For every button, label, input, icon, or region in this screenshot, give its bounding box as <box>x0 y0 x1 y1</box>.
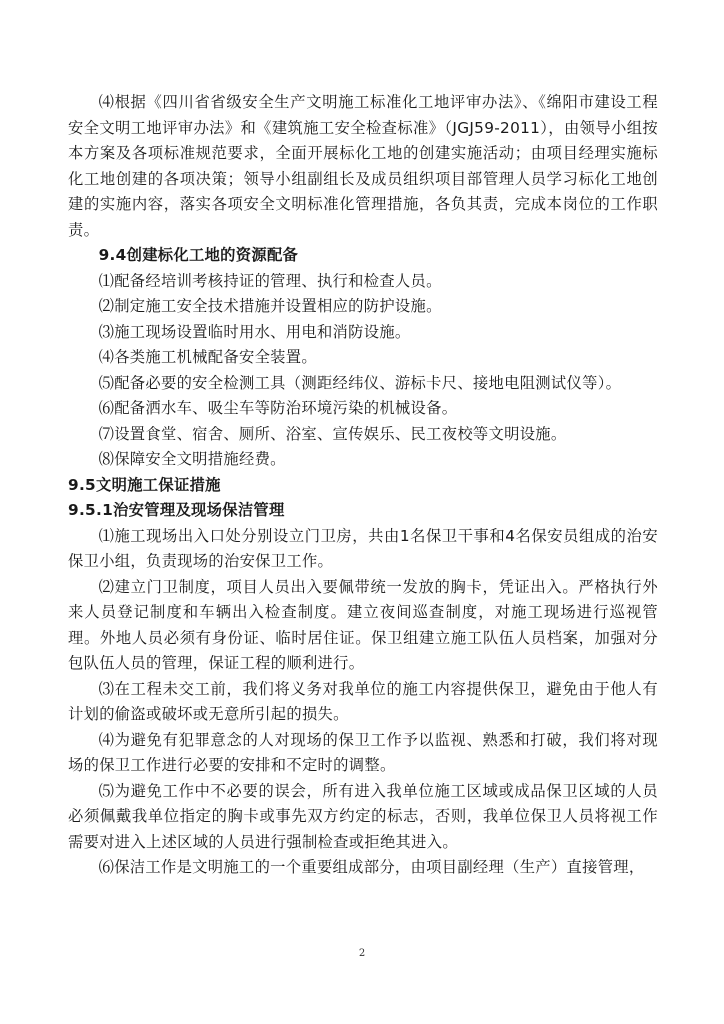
measure-paragraph: ⑹保洁工作是文明施工的一个重要组成部分，由项目副经理（生产）直接管理， <box>98 858 645 876</box>
section-9-5-heading: 9.5文明施工保证措施 <box>68 475 221 494</box>
page-content <box>68 90 658 881</box>
resource-item: ⑸配备必要的安全检测工具（测距经纬仪、游标卡尺、接地电阻测试仪等）。 <box>98 373 622 392</box>
subsection-9-5-1-heading: 9.5.1治安管理及现场保洁管理 <box>68 501 285 519</box>
resource-item: ⑻保障安全文明措施经费。 <box>98 450 286 468</box>
measure-paragraph: ⑶在工程未交工前，我们将义务对我单位的施工内容提供保卫，避免由于他人有计划的偷盗或破坏或无意所引起的损失。 <box>68 679 658 723</box>
measure-paragraph: ⑵建立门卫制度，项目人员出入要佩带统一发放的胸卡，凭证出入。严格执行外来人员登记制度和车辆出入检查制度。建立夜间巡查制度，对施工现场进行巡视管理。外地人员必须有身份证、临时居住证。保卫组建立施工队伍人员档案，加强对分包队伍人员的管理，保证工程的顺利进行。 <box>68 577 658 672</box>
resource-item: ⑴配备经培训考核持证的管理、执行和检查人员。 <box>98 271 442 290</box>
intro-paragraph: ⑷根据《四川省省级安全生产文明施工标准化工地评审办法》、《绵阳市建设工程安全文明工地评审办法》和《建筑施工安全检查标准》（JGJ59-2011），由领导小组按本方案及各项标准规范要求，全面开展标化工地的创建实施活动；由项目经理实施标化工地创建的各项决策；领导小组副组长及成员组织项目部管理人员学习标化工地创建的实施内容，落实各项安全文明标准化管理措施，各负其责，完成本岗位的工作职责。 <box>68 93 658 239</box>
resource-item: ⑷各类施工机械配备安全装置。 <box>98 348 317 366</box>
resource-item: ⑺设置食堂、宿舍、厕所、浴室、宣传娱乐、民工夜校等文明设施。 <box>98 424 567 443</box>
page-number: 2 <box>358 948 366 959</box>
resource-item: ⑵制定施工安全技术措施并设置相应的防护设施。 <box>98 297 442 315</box>
measure-paragraph: ⑸为避免工作中不必要的误会，所有进入我单位施工区域或成品保卫区域的人员必须佩戴我单位指定的胸卡或事先双方约定的标志，否则，我单位保卫人员将视工作需要对进入上述区域的人员进行强制检查或拒绝其进入。 <box>68 781 658 851</box>
section-9-4-heading: 9.4创建标化工地的资源配备 <box>98 246 299 264</box>
measure-paragraph: ⑷为避免有犯罪意念的人对现场的保卫工作予以监视、熟悉和打破，我们将对现场的保卫工作进行必要的安排和不定时的调整。 <box>68 730 658 774</box>
resource-item: ⑹配备洒水车、吸尘车等防治环境污染的机械设备。 <box>98 399 458 417</box>
measure-paragraph: ⑴施工现场出入口处分别设立门卫房，共由1名保卫干事和4名保安员组成的治安保卫小组，负责现场的治安保卫工作。 <box>68 526 658 570</box>
resource-item: ⑶施工现场设置临时用水、用电和消防设施。 <box>98 322 411 341</box>
